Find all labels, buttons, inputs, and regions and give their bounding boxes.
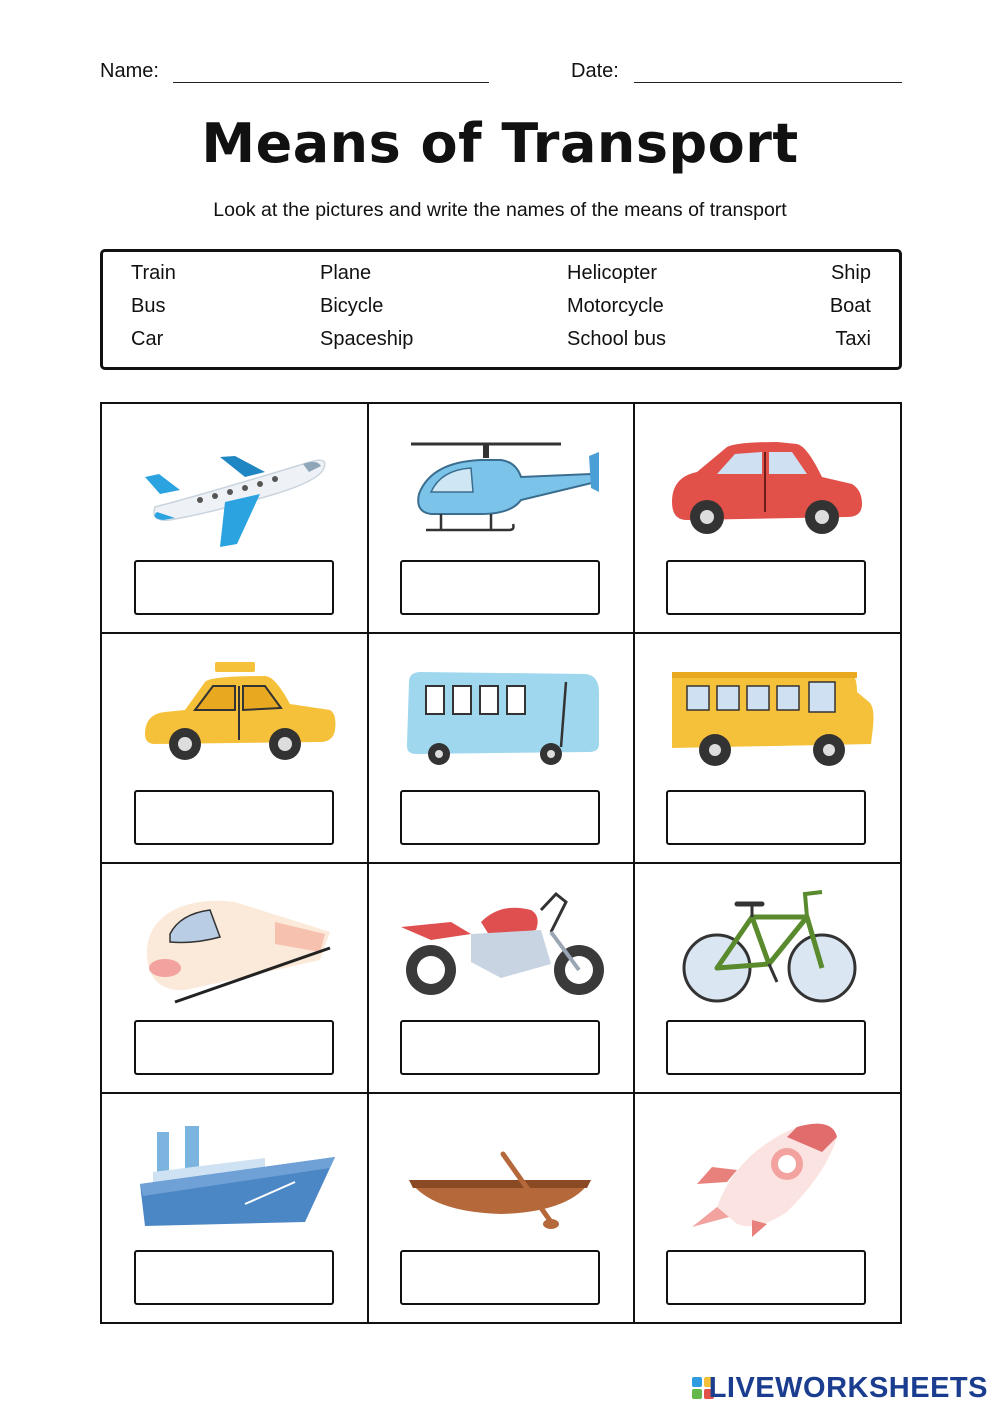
- picture-cell: [102, 864, 368, 1094]
- picture-grid: [100, 402, 902, 1324]
- answer-box[interactable]: [666, 1250, 866, 1305]
- answer-box[interactable]: [666, 790, 866, 845]
- helicopter-icon: [391, 422, 611, 552]
- answer-box[interactable]: [134, 560, 334, 615]
- picture-cell: [102, 404, 368, 634]
- answer-box[interactable]: [134, 790, 334, 845]
- school-bus-icon: [657, 652, 877, 782]
- instructions: Look at the pictures and write the names of the means of transport: [213, 199, 787, 221]
- picture-cell: [102, 634, 368, 864]
- name-label: Name:: [100, 60, 159, 82]
- picture-cell: [634, 1094, 900, 1324]
- word-bank-item: Bicycle: [320, 295, 384, 317]
- plane-icon: [125, 422, 345, 552]
- word-bank-item: Spaceship: [320, 328, 414, 350]
- word-bank-item: Train: [131, 262, 176, 284]
- plane-picture: [125, 422, 345, 552]
- ship-icon: [125, 1112, 345, 1242]
- helicopter-picture: [391, 422, 611, 552]
- picture-cell: [368, 404, 634, 634]
- car-icon: [657, 422, 877, 552]
- word-bank-item: School bus: [567, 328, 666, 350]
- page-title: Means of Transport: [201, 112, 799, 175]
- word-bank-item: Helicopter: [567, 262, 658, 284]
- picture-cell: [368, 1094, 634, 1324]
- name-field[interactable]: [178, 56, 488, 82]
- taxi-picture: [125, 652, 345, 782]
- date-field[interactable]: [638, 56, 900, 82]
- picture-cell: [368, 864, 634, 1094]
- boat-picture: [391, 1112, 611, 1242]
- picture-cell: [634, 864, 900, 1094]
- boat-icon: [391, 1112, 611, 1242]
- answer-box[interactable]: [400, 1020, 600, 1075]
- word-bank: [100, 249, 902, 370]
- bicycle-picture: [657, 882, 877, 1012]
- answer-box[interactable]: [400, 560, 600, 615]
- brand-logo[interactable]: LIVEWORKSHEETS: [708, 1372, 988, 1404]
- spaceship-picture: [657, 1112, 877, 1242]
- picture-cell: [634, 634, 900, 864]
- answer-box[interactable]: [134, 1020, 334, 1075]
- answer-box[interactable]: [666, 1020, 866, 1075]
- picture-cell: [368, 634, 634, 864]
- school-bus-picture: [657, 652, 877, 782]
- picture-cell: [102, 1094, 368, 1324]
- spaceship-icon: [657, 1112, 877, 1242]
- word-bank-item: Bus: [131, 295, 166, 317]
- bus-icon: [391, 652, 611, 782]
- word-bank-item: Boat: [829, 295, 871, 317]
- answer-box[interactable]: [666, 560, 866, 615]
- motorcycle-picture: [391, 882, 611, 1012]
- word-bank-item: Motorcycle: [567, 295, 664, 317]
- date-underline: [634, 82, 902, 83]
- word-bank-item: Car: [131, 328, 164, 350]
- bus-picture: [391, 652, 611, 782]
- car-picture: [657, 422, 877, 552]
- answer-box[interactable]: [400, 1250, 600, 1305]
- taxi-icon: [125, 652, 345, 782]
- date-label: Date:: [571, 60, 619, 82]
- bicycle-icon: [657, 882, 877, 1012]
- train-picture: [125, 882, 345, 1012]
- answer-box[interactable]: [400, 790, 600, 845]
- name-underline: [173, 82, 489, 83]
- picture-cell: [634, 404, 900, 634]
- word-bank-item: Taxi: [835, 328, 871, 350]
- motorcycle-icon: [391, 882, 611, 1012]
- word-bank-item: Plane: [320, 262, 372, 284]
- ship-picture: [125, 1112, 345, 1242]
- word-bank-item: Ship: [830, 262, 871, 284]
- train-icon: [125, 882, 345, 1012]
- answer-box[interactable]: [134, 1250, 334, 1305]
